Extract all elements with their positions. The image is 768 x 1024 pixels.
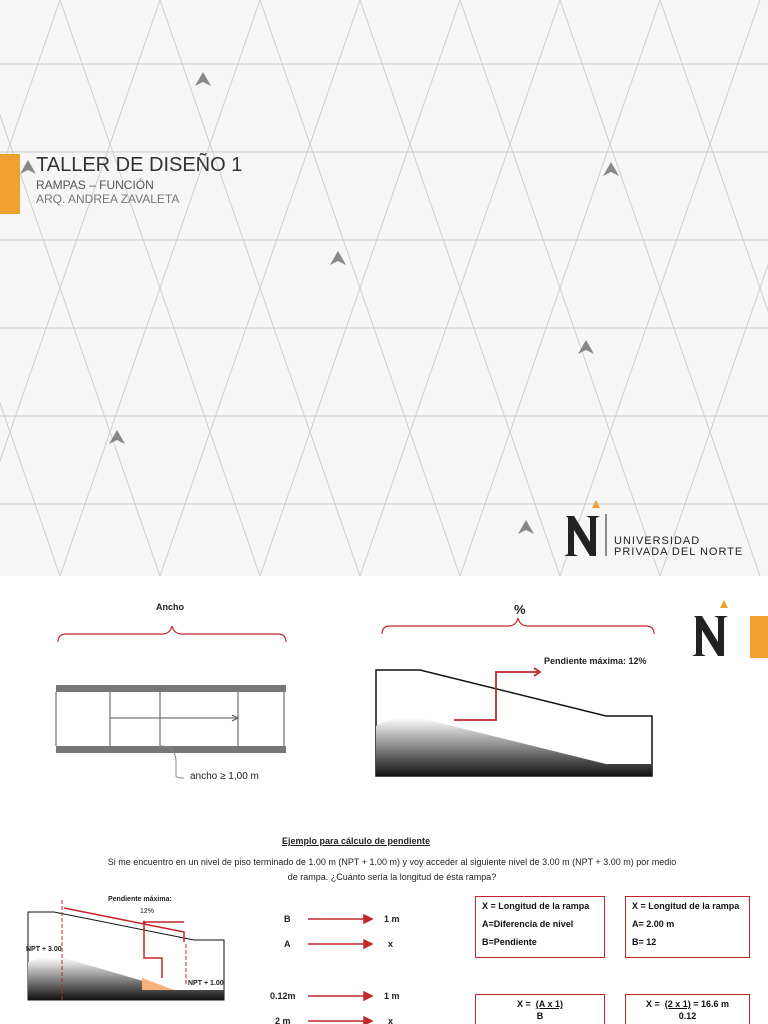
- npt-high-label: NPT + 3.00: [26, 946, 62, 953]
- box-left-line2: A=Diferencia de nivel: [482, 919, 574, 929]
- logo-text-line1: UNIVERSIDAD: [614, 535, 701, 547]
- example-title: Ejemplo para cálculo de pendiente: [282, 836, 431, 846]
- ancho-note: ancho ≥ 1,00 m: [190, 771, 259, 782]
- row-a-left: A: [284, 939, 291, 949]
- ancho-label: Ancho: [156, 602, 184, 612]
- question-line1: Si me encuentro en un nivel de piso terminado de 1.00 m (NPT + 1.00 m) y voy acceder al siguiente nivel de 3.00 m (NPT + 3.00 m) por medio: [107, 857, 677, 867]
- row-c-right: 1 m: [384, 991, 400, 1001]
- formula-left-denominator: B: [536, 1011, 544, 1021]
- small-pendiente-line1: Pendiente máxima:: [108, 896, 172, 903]
- accent-bar-small: [750, 616, 768, 658]
- definition-box-right: [625, 896, 750, 958]
- percent-label: %: [514, 602, 526, 617]
- npt-low-label: NPT + 1.00: [188, 980, 224, 987]
- formula-box-right: [625, 994, 750, 1024]
- row-a-right: x: [388, 939, 394, 949]
- small-pendiente-line2: 12%: [140, 908, 155, 915]
- formula-box-left: [475, 994, 605, 1024]
- upn-logo-small: [690, 598, 734, 658]
- box-right-line1: X = Longitud de la rampa: [632, 901, 740, 911]
- slide-subtitle: RAMPAS – FUNCIÓN: [36, 178, 154, 192]
- slide-author: ARQ. ANDREA ZAVALETA: [36, 192, 180, 206]
- box-left-line1: X = Longitud de la rampa: [482, 901, 590, 911]
- formula-left-numerator: (A x 1): [535, 999, 563, 1009]
- box-left-line3: B=Pendiente: [482, 937, 537, 947]
- row-b-left: B: [284, 914, 291, 924]
- formula-right-result: = 16.6 m: [693, 999, 730, 1009]
- formula-right-numerator: (2 x 1): [664, 999, 691, 1009]
- question-line2: de rampa. ¿Cuánto sería la longitud de ésta rampa?: [287, 872, 497, 882]
- formula-left-prefix: X =: [517, 999, 531, 1009]
- slide-title: TALLER DE DISEÑO 1: [36, 154, 243, 176]
- row-d-left: 2 m: [275, 1016, 291, 1024]
- row-b-right: 1 m: [384, 914, 400, 924]
- row-d-right: x: [388, 1016, 394, 1024]
- definition-box-left: [475, 896, 605, 958]
- formula-right-prefix: X =: [645, 999, 660, 1009]
- logo-text-line2: PRIVADA DEL NORTE: [614, 546, 744, 558]
- formula-right-denominator: 0.12: [678, 1011, 697, 1021]
- accent-bar: [0, 154, 20, 214]
- proportion-arrows: [306, 912, 376, 1024]
- slope-diagram: [370, 616, 665, 786]
- pendiente-label: Pendiente máxima: 12%: [544, 656, 647, 666]
- box-right-line2: A= 2.00 m: [632, 919, 675, 929]
- row-c-left: 0.12m: [270, 991, 296, 1001]
- ramp-slide: [0, 576, 768, 1024]
- ancho-diagram: [50, 622, 300, 792]
- box-right-line3: B= 12: [632, 937, 657, 947]
